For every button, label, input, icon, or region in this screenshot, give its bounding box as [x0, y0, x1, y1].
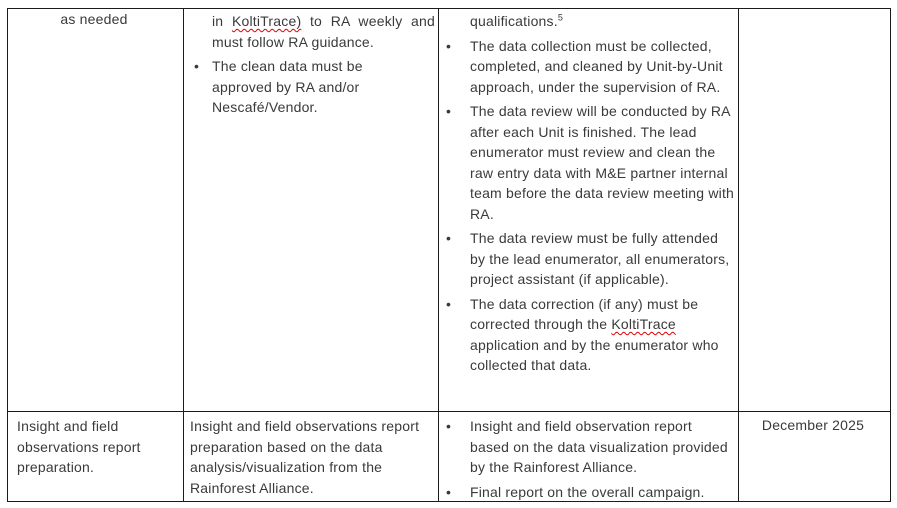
table-row-insight-report [8, 412, 891, 502]
bullet-icon: • [446, 103, 452, 119]
description-text: Insight and field observations report preparation based on the data analysis/visualization from the Rainforest Alliance. [190, 418, 420, 496]
cell-activity-continued[interactable] [8, 9, 184, 412]
cell-timeline-empty[interactable] [739, 9, 891, 412]
bullet-text [470, 416, 735, 478]
text-run: application and by the enumerator who collected that data. [470, 336, 719, 373]
text-run: The data collection must be collected, completed, and cleaned by Unit-by-Unit approach, under the supervision of RA. [470, 37, 723, 95]
bullet-text [470, 294, 735, 376]
text-run: The data review will be conducted by RA after each Unit is finished. The lead enumerator must review and clean the raw entry data with M&E partner internal team before the data review meeting with RA. [470, 103, 735, 222]
text-run: The data review must be fully attended by the lead enumerator, all enumerators, project assistant (if applicable). [470, 230, 730, 287]
bullet-item [184, 56, 435, 118]
bullet-item [439, 228, 735, 290]
text-run: in [212, 13, 232, 29]
text-run: The data correction (if any) must be corrected through the [470, 295, 699, 332]
text-run: Final report on the overall campaign. [470, 483, 705, 500]
continuation-paragraph [470, 11, 735, 32]
bullet-text [470, 36, 735, 98]
bullet-item [439, 36, 735, 98]
timeline-text [739, 11, 887, 411]
bullet-text [212, 56, 376, 118]
bullet-item [439, 482, 735, 501]
misspelled-word[interactable]: KoltiTrace) [231, 13, 302, 29]
table-row-continued [8, 9, 891, 412]
bullet-icon: • [446, 483, 452, 500]
text-run: Insight and field observation report based on the data visualization provided by the Rainforest Alliance. [470, 418, 728, 475]
bullet-icon: • [446, 37, 452, 54]
bullet-text [470, 482, 735, 501]
bullet-text [470, 228, 735, 290]
bullet-item [439, 416, 735, 478]
continuation-paragraph [212, 11, 435, 52]
cell-description[interactable] [184, 412, 439, 502]
text-run: qualifications. [470, 13, 558, 29]
cell-timeline[interactable] [739, 412, 891, 502]
schedule-table [7, 8, 891, 502]
cell-activity[interactable] [8, 412, 184, 502]
bullet-item [439, 294, 735, 376]
cell-deliverables[interactable] [439, 412, 739, 502]
bullet-icon: • [446, 418, 452, 434]
activity-text: Insight and field observations report preparation. [17, 418, 141, 475]
activity-text: as needed [60, 11, 128, 27]
timeline-text: December 2025 [761, 417, 865, 433]
footnote-ref[interactable]: 5 [557, 12, 564, 23]
bullet-icon: • [446, 230, 452, 246]
bullet-text [470, 101, 735, 224]
text-run: The clean data must be approved by RA and/or Nescafé/Vendor. [212, 58, 363, 115]
text-run: to RA weekly and must follow RA guidance. [212, 13, 435, 50]
cell-description-continued[interactable] [184, 9, 439, 412]
cell-deliverables-continued[interactable] [439, 9, 739, 412]
bullet-icon: • [194, 58, 200, 74]
bullet-item [439, 101, 735, 224]
bullet-icon: • [446, 295, 452, 312]
misspelled-word[interactable]: KoltiTrace [611, 316, 676, 332]
